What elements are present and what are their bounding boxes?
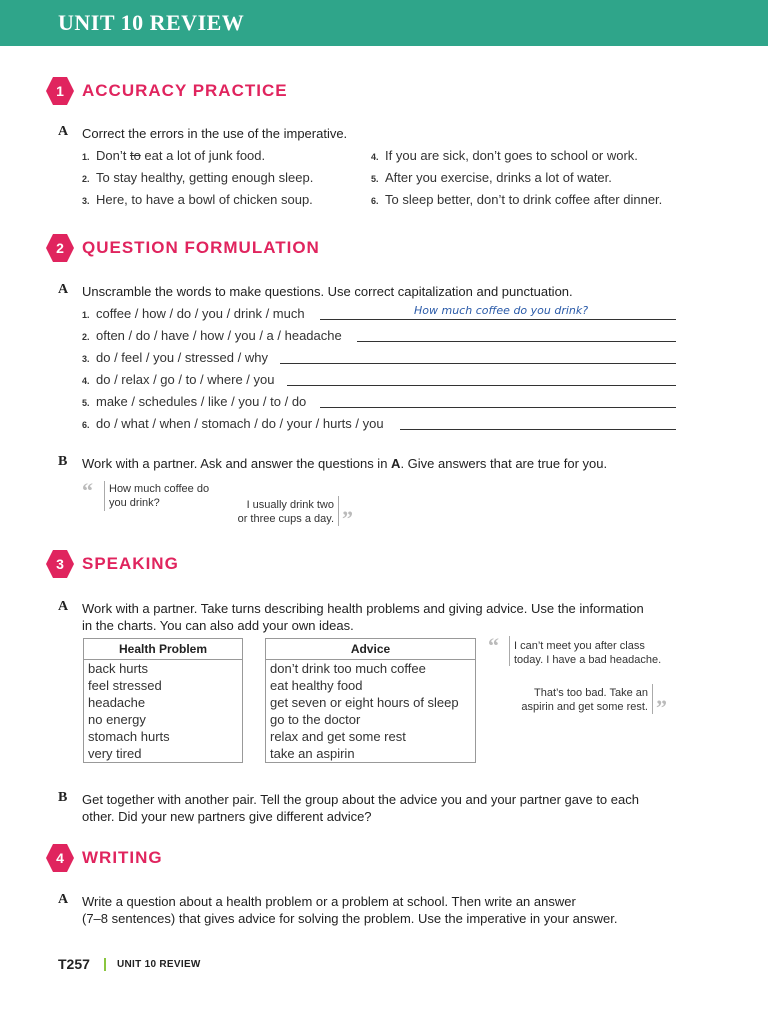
section-4-title: WRITING: [82, 848, 163, 867]
close-quote-icon: ”: [656, 695, 667, 720]
section-3-badge: [46, 550, 74, 578]
bubble-question: How much coffee do you drink?: [109, 483, 210, 509]
section-3-title: SPEAKING: [82, 554, 179, 573]
table-cell: feel stressed: [88, 678, 162, 693]
table-header: Health Problem: [84, 639, 243, 660]
s1-a-letter: A: [58, 124, 69, 139]
section-1-badge: [46, 77, 74, 105]
s4-a-letter: A: [58, 892, 69, 907]
footer-label: UNIT 10 REVIEW: [117, 959, 201, 970]
section-4-number: 4: [56, 850, 64, 866]
table-cell: go to the doctor: [270, 712, 361, 727]
section-1-title: ACCURACY PRACTICE: [82, 81, 288, 100]
section-3-number: 3: [56, 556, 64, 572]
s2-item-3: 3. do / feel / you / stressed / why: [82, 350, 268, 365]
bubble-divider: [509, 636, 510, 666]
s4-a-instruction: Write a question about a health problem or a problem at school. Then write an answer (7–8 sentences) that gives advice for solving the problem. Use the imperative in your answer.: [82, 894, 618, 926]
section-4-badge: [46, 844, 74, 872]
close-quote-icon: ”: [342, 506, 353, 531]
bubble-divider: [652, 684, 653, 714]
s3-a-letter: A: [58, 599, 69, 614]
s2-answer-line-4[interactable]: [287, 385, 676, 386]
s1-item-5: 5. After you exercise, drinks a lot of water.: [371, 170, 612, 185]
s1-item-2: 2. To stay healthy, getting enough sleep.: [82, 170, 314, 185]
s2-item-5: 5. make / schedules / like / you / to / do: [82, 394, 307, 409]
table-cell: get seven or eight hours of sleep: [270, 695, 459, 710]
table-cell: no energy: [88, 712, 146, 727]
bubble-advice: That’s too bad. Take an aspirin and get some rest.: [521, 687, 648, 713]
section-1-number: 1: [56, 83, 64, 99]
section-2-number: 2: [56, 240, 64, 256]
table-cell: relax and get some rest: [270, 729, 406, 744]
struck-word: to: [129, 148, 141, 163]
s2-answer-1: How much coffee do you drink?: [414, 304, 589, 317]
table-cell: very tired: [88, 746, 142, 761]
s3-b-instruction: Get together with another pair. Tell the group about the advice you and your partner gave to each other. Did your new partners give different advice?: [82, 792, 639, 824]
section-2-title: QUESTION FORMULATION: [82, 238, 320, 257]
bubble-headache: I can’t meet you after class today. I have a bad headache.: [514, 640, 662, 666]
page-number: T257: [58, 956, 90, 972]
s2-a-letter: A: [58, 282, 69, 297]
table-cell: back hurts: [88, 661, 148, 676]
s3-a-instruction: Work with a partner. Take turns describing health problems and giving advice. Use the information in the charts. You can also add your own ideas.: [82, 601, 644, 633]
s2-item-2: 2. often / do / have / how / you / a / headache: [82, 328, 342, 343]
section-2-badge: [46, 234, 74, 262]
table-cell: headache: [88, 695, 146, 710]
s1-item-4: 4. If you are sick, don’t goes to school or work.: [371, 148, 638, 163]
s2-answer-line-6[interactable]: [400, 429, 676, 430]
s2-b-letter: B: [58, 454, 68, 469]
table-cell: eat healthy food: [270, 678, 363, 693]
s1-item-6: 6. To sleep better, don’t to drink coffee after dinner.: [371, 192, 663, 207]
bubble-answer: I usually drink two or three cups a day.: [237, 499, 334, 525]
s2-answer-line-2[interactable]: [357, 341, 676, 342]
s1-item-1: 1. Don’t to eat a lot of junk food.: [82, 148, 266, 163]
footer-separator: [104, 958, 106, 971]
bubble-divider: [338, 496, 339, 526]
s3-b-letter: B: [58, 790, 68, 805]
s2-a-instruction: Unscramble the words to make questions. Use correct capitalization and punctuation.: [82, 284, 573, 299]
advice-table: [265, 638, 476, 763]
table-cell: stomach hurts: [88, 729, 170, 744]
s2-item-4: 4. do / relax / go / to / where / you: [82, 372, 275, 387]
s1-item-3: 3. Here, to have a bowl of chicken soup.: [82, 192, 313, 207]
health-problem-table: [83, 638, 243, 763]
table-cell: take an aspirin: [270, 746, 355, 761]
bubble-divider: [104, 481, 105, 511]
table-cell: don’t drink too much coffee: [270, 661, 426, 676]
s2-answer-line-3[interactable]: [280, 363, 676, 364]
open-quote-icon: “: [488, 633, 499, 658]
s2-answer-line-5[interactable]: [320, 407, 676, 408]
s2-item-1: 1. coffee / how / do / you / drink / much: [82, 306, 305, 321]
open-quote-icon: “: [82, 478, 93, 503]
s2-answer-line-1[interactable]: [320, 319, 676, 320]
s1-a-instruction: Correct the errors in the use of the imperative.: [82, 126, 348, 141]
table-header: Advice: [266, 639, 476, 660]
s2-b-instruction: Work with a partner. Ask and answer the questions in A. Give answers that are true for you.: [82, 456, 608, 471]
s2-item-6: 6. do / what / when / stomach / do / your / hurts / you: [82, 416, 384, 431]
unit-title: UNIT 10 REVIEW: [58, 10, 245, 35]
